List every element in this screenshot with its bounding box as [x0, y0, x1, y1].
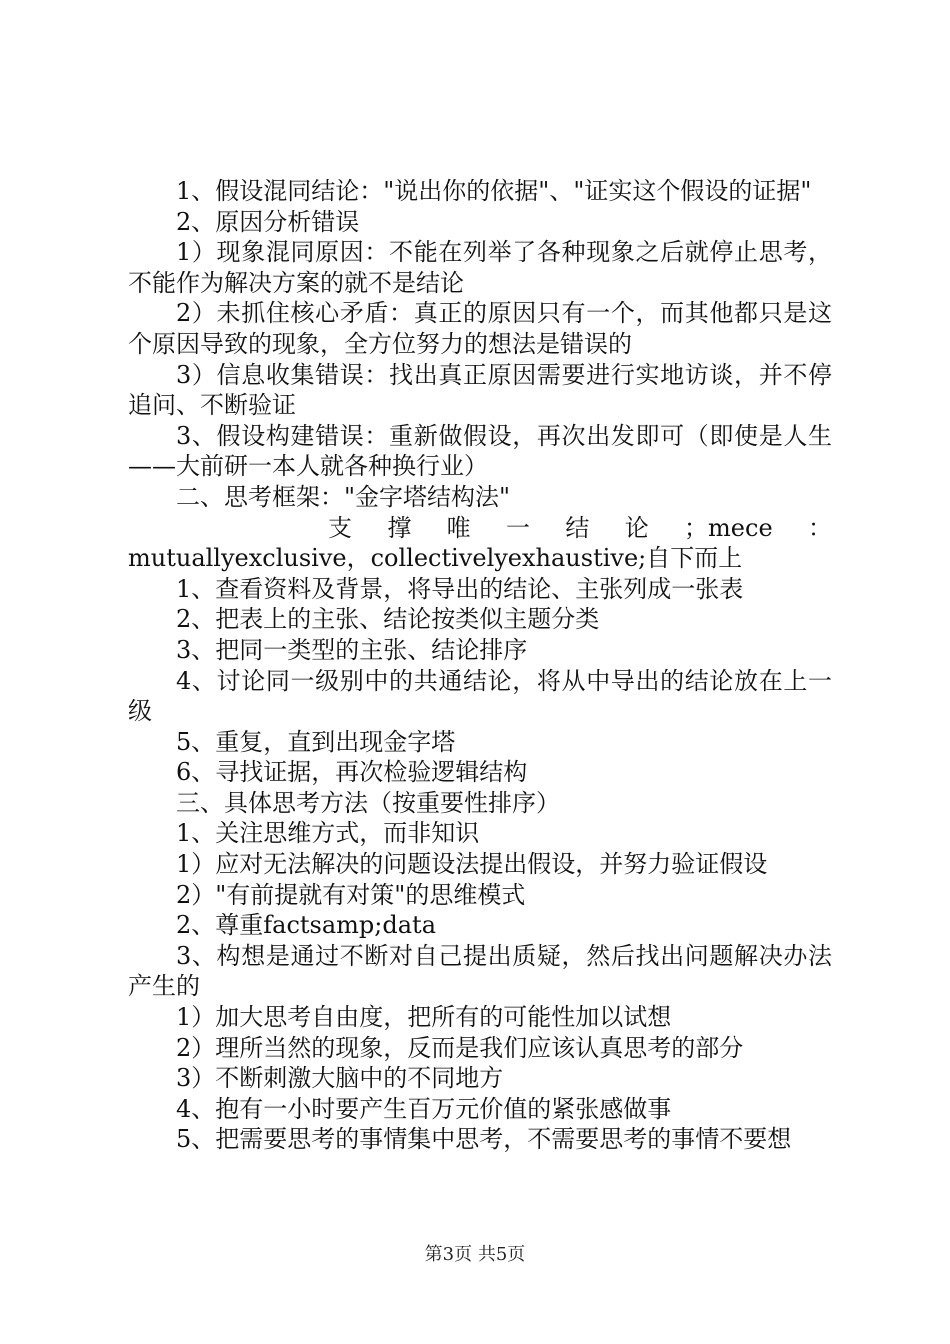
paragraph-core-contradiction: 2）未抓住核心矛盾：真正的原因只有一个，而其他都只是这个原因导致的现象，全方位努力的想法是错误的 — [128, 299, 832, 358]
list-item-step-1: 1、查看资料及背景，将导出的结论、主张列成一张表 — [176, 574, 744, 603]
list-item-method-4: 4、抱有一小时要产生百万元价值的紧张感做事 — [176, 1094, 672, 1123]
paragraph-phenomenon-vs-cause: 1）现象混同原因：不能在列举了各种现象之后就停止思考，不能作为解决方案的就不是结论 — [128, 238, 832, 297]
list-item-step-4: 4、讨论同一级别中的共通结论，将从中导出的结论放在上一级 — [128, 666, 832, 726]
page-number-footer: 第3页 共5页 — [424, 1244, 526, 1265]
list-item-step-6: 6、寻找证据，再次检验逻辑结构 — [176, 758, 528, 787]
list-item-method-1: 1、关注思维方式，而非知识 — [176, 819, 480, 848]
list-item-step-5: 5、重复，直到出现金字塔 — [176, 727, 456, 756]
list-item-method-1-sub-2: 2）"有前提就有对策"的思维模式 — [176, 880, 526, 909]
paragraph-hypothesis-build-error: 3、假设构建错误：重新做假设，再次出发即可（即使是人生——大前研一本人就各种换行业） — [128, 421, 832, 481]
list-item-method-1-sub-1: 1）应对无法解决的问题设法提出假设，并努力验证假设 — [176, 850, 768, 879]
list-item-method-3-sub-1: 1）加大思考自由度，把所有的可能性加以试想 — [176, 1003, 672, 1032]
list-item-step-2: 2、把表上的主张、结论按类似主题分类 — [176, 605, 600, 634]
paragraph-single-conclusion-mece: 支撑唯一结论；mece： — [328, 513, 832, 542]
paragraph-info-collection-error: 3）信息收集错误：找出真正原因需要进行实地访谈，并不停追问、不断验证 — [128, 360, 832, 420]
document-body — [128, 176, 832, 1155]
list-item-method-3-sub-2: 2）理所当然的现象，反而是我们应该认真思考的部分 — [176, 1033, 744, 1062]
paragraph-cause-analysis-error: 2、原因分析错误 — [176, 207, 360, 236]
list-item-method-5: 5、把需要思考的事情集中思考，不需要思考的事情不要想 — [176, 1125, 792, 1154]
section-heading-thinking-framework: 二、思考框架："金字塔结构法" — [176, 482, 511, 511]
section-heading-thinking-methods: 三、具体思考方法（按重要性排序） — [176, 788, 560, 817]
list-item-method-3: 3、构想是通过不断对自己提出质疑，然后找出问题解决办法产生的 — [128, 941, 832, 1001]
paragraph-mece-definition: mutuallyexclusive，collectivelyexhaustive;自下而上 — [128, 544, 743, 573]
list-item-method-3-sub-3: 3）不断刺激大脑中的不同地方 — [176, 1064, 504, 1093]
paragraph-hypothesis-vs-conclusion: 1、假设混同结论："说出你的依据"、"证实这个假设的证据" — [176, 177, 812, 205]
list-item-method-2: 2、尊重factsamp;data — [176, 911, 437, 940]
list-item-step-3: 3、把同一类型的主张、结论排序 — [176, 635, 528, 664]
